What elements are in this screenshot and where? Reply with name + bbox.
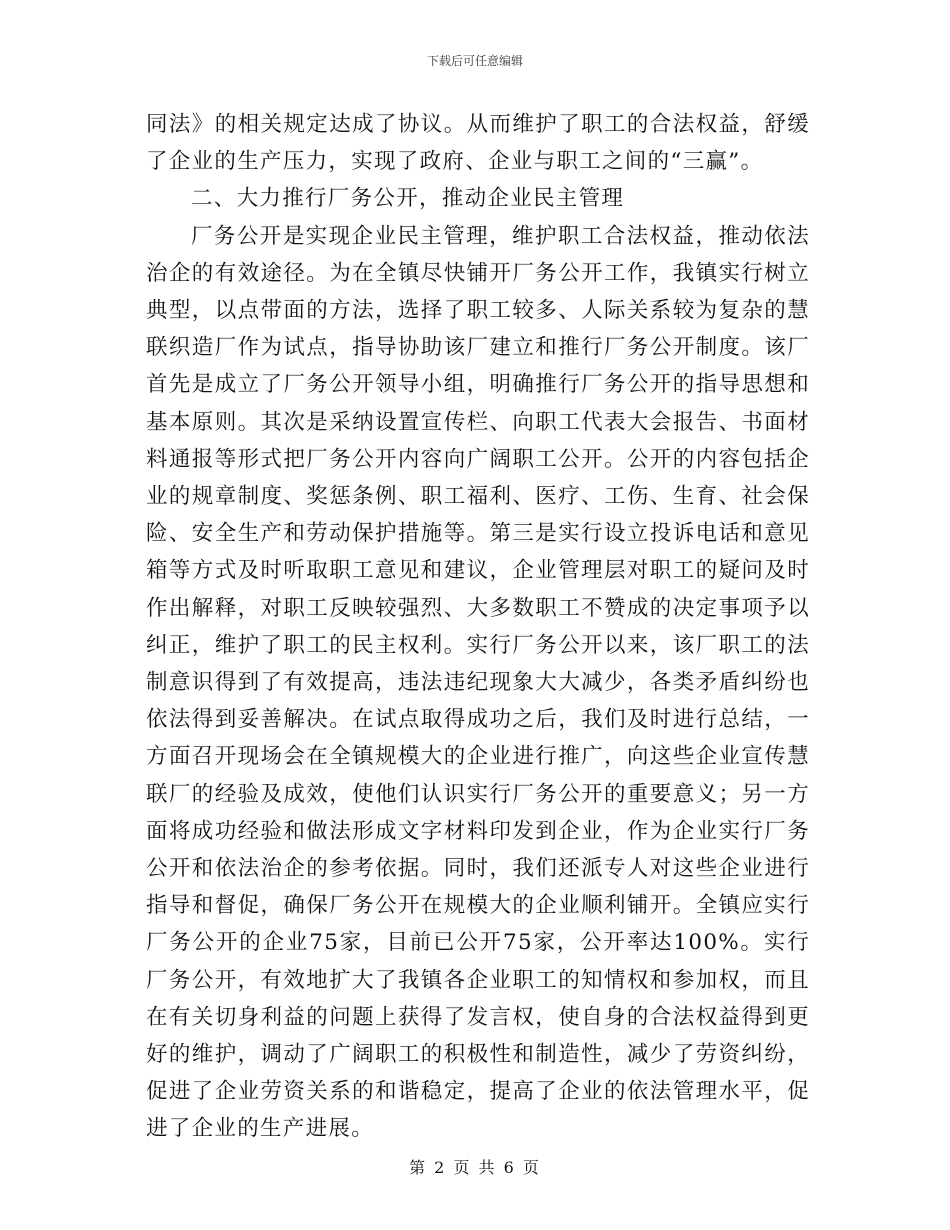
section-heading: 二、大力推行厂务公开，推动企业民主管理 bbox=[191, 186, 625, 212]
page-number: 第 2 页 共 6 页 bbox=[409, 1158, 541, 1177]
page-header: 下载后可任意编辑 bbox=[426, 54, 523, 68]
document-body bbox=[146, 106, 810, 1148]
paragraph-continuation: 同法》的相关规定达成了协议。从而维护了职工的合法权益，舒缓了企业的生产压力，实现了政府、企业与职工之间的“三赢”。 bbox=[146, 112, 810, 175]
paragraph-factory-affairs: 厂务公开是实现企业民主管理，维护职工合法权益，推动依法治企的有效途径。为在全镇尽快铺开厂务公开工作，我镇实行树立典型，以点带面的方法，选择了职工较多、人际关系较为复杂的慧联织造厂作为试点，指导协助该厂建立和推行厂务公开制度。该厂首先是成立了厂务公开领导小组，明确推行厂务公开的指导思想和基本原则。其次是采纳设置宣传栏、向职工代表大会报告、书面材料通报等形式把厂务公开内容向广阔职工公开。公开的内容包括企业的规章制度、奖惩条例、职工福利、医疗、工伤、生育、社会保险、安全生产和劳动保护措施等。第三是实行设立投诉电话和意见箱等方式及时听取职工意见和建议，企业管理层对职工的疑问及时作出解释，对职工反映较强烈、大多数职工不赞成的决定事项予以纠正，维护了职工的民主权利。实行厂务公开以来，该厂职工的法制意识得到了有效提高，违法违纪现象大大减少，各类矛盾纠纷也依法得到妥善解决。在试点取得成功之后，我们及时进行总结，一方面召开现场会在全镇规模大的企业进行推广，向这些企业宣传慧联厂的经验及成效，使他们认识实行厂务公开的重要意义；另一方面将成功经验和做法形成文字材料印发到企业，作为企业实行厂务公开和依法治企的参考依据。同时，我们还派专人对这些企业进行指导和督促，确保厂务公开在规模大的企业顺利铺开。全镇应实行厂务公开的企业75家，目前已公开75家，公开率达100%。实行厂务公开，有效地扩大了我镇各企业职工的知情权和参加权，而且在有关切身利益的问题上获得了发言权，使自身的合法权益得到更好的维护，调动了广阔职工的积极性和制造性，减少了劳资纠纷，促进了企业劳资关系的和谐稳定，提高了企业的依法管理水平，促进了企业的生产进展。 bbox=[146, 223, 810, 1142]
